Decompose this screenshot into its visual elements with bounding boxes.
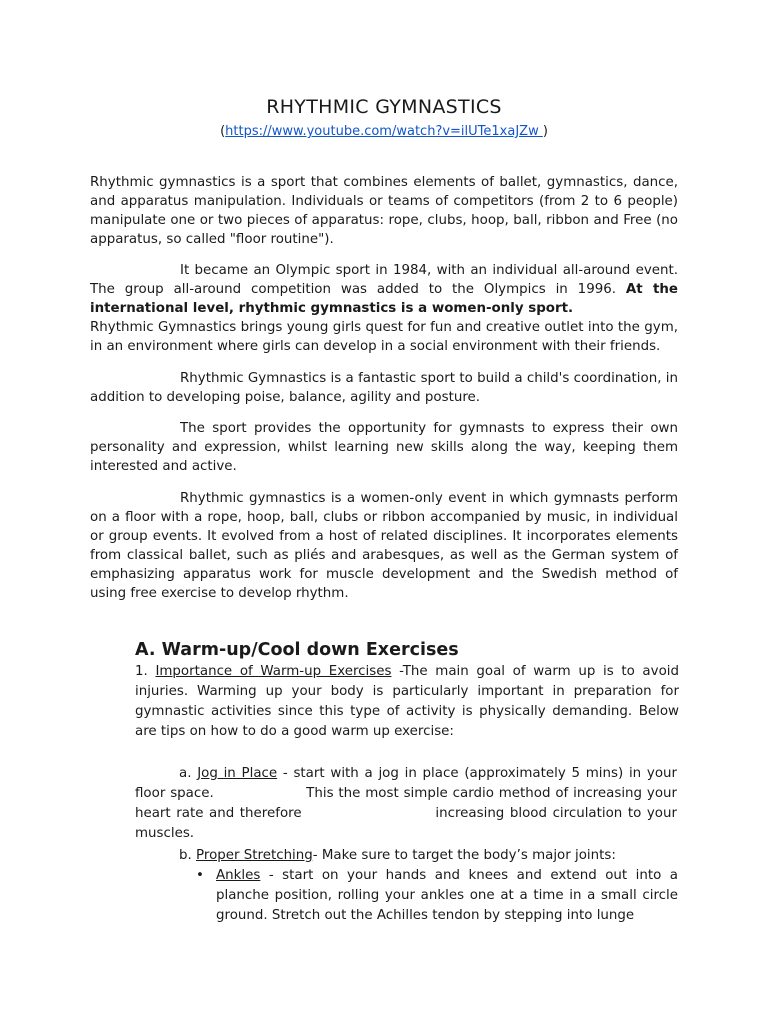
item-label: Ankles [216, 868, 261, 883]
item-letter: a. [179, 766, 198, 781]
section-heading: A. Warm-up/Cool down Exercises [135, 640, 459, 660]
source-link-line [0, 124, 768, 139]
item-text: -The main goal of warm up is to avoid injuries. Warming up your body is particularly important in preparation for gymnastic activities since this type of activity is physically demanding. Below are tips on how to do a good warm up exercise: [135, 664, 679, 739]
olympic-text: It became an Olympic sport in 1984, with an individual all-around event. The group all-around competition was added to the Olympics in 1996. [90, 263, 678, 297]
warmup-importance-item [135, 662, 679, 742]
page-title: RHYTHMIC GYMNASTICS [266, 96, 502, 118]
item-label: Jog in Place [197, 766, 278, 781]
intro-paragraph: Rhythmic gymnastics is a sport that combines elements of ballet, gymnastics, dance, and apparatus manipulation. Individuals or teams of competitors (from 2 to 6 people) manipulate one or two pieces of apparatus: rope, clubs, hoop, ball, ribbon and Free (no apparatus, so called "floor routine"). [90, 175, 678, 247]
item-text: - start with a jog in place (approximately 5 mins) in your [277, 766, 678, 781]
olympic-paragraph [90, 261, 678, 318]
bullet-icon: • [196, 868, 204, 883]
women-only-emphasis: At the international level, rhythmic gymnastics is a women-only sport. [90, 282, 678, 316]
item-label: Proper Stretching [196, 848, 313, 863]
stretching-item [179, 846, 679, 866]
link-close-paren: ) [542, 124, 548, 139]
history-paragraph: Rhythmic gymnastics is a women-only event in which gymnasts perform on a floor with a rope, hoop, ball, clubs or ribbon accompanied by music, in individual or group events. It evolved from a host of related disciplines. It incorporates elements from classical ballet, such as pliés and arabesques, as well as the German system of emphasizing apparatus work for muscle development and the Swedish method of using free exercise to develop rhythm. [90, 491, 678, 601]
item-number: 1. [135, 664, 156, 679]
link-open-paren: ( [220, 124, 226, 139]
bullet-content [216, 866, 678, 926]
item-label: Importance of Warm-up Exercises [155, 664, 392, 679]
expression-paragraph: The sport provides the opportunity for gymnasts to express their own personality and expression, whilst learning new skills along the way, keeping them interested and active. [90, 421, 678, 474]
item-letter: b. [179, 848, 197, 863]
coordination-paragraph: Rhythmic Gymnastics is a fantastic sport to build a child's coordination, in addition to developing poise, balance, agility and posture. [90, 371, 678, 405]
jog-in-place-item [135, 764, 682, 844]
item-text: - start on your hands and knees and extend out into a planche position, rolling your ankles one at a time in a small circle ground. Stretch out the Achilles tendon by stepping into lunge [216, 868, 678, 923]
young-girls-paragraph: Rhythmic Gymnastics brings young girls quest for fun and creative outlet into the gym, in an environment where girls can develop in a social environment with their friends. [90, 320, 678, 354]
item-text-continued: floor space. This the most simple cardio method of increasing your heart rate and therefore increasing blood circulation to your muscles. [135, 786, 682, 841]
youtube-link[interactable]: https://www.youtube.com/watch?v=ilUTe1xaJZw [225, 124, 543, 139]
item-text: - Make sure to target the body’s major joints: [312, 848, 616, 863]
